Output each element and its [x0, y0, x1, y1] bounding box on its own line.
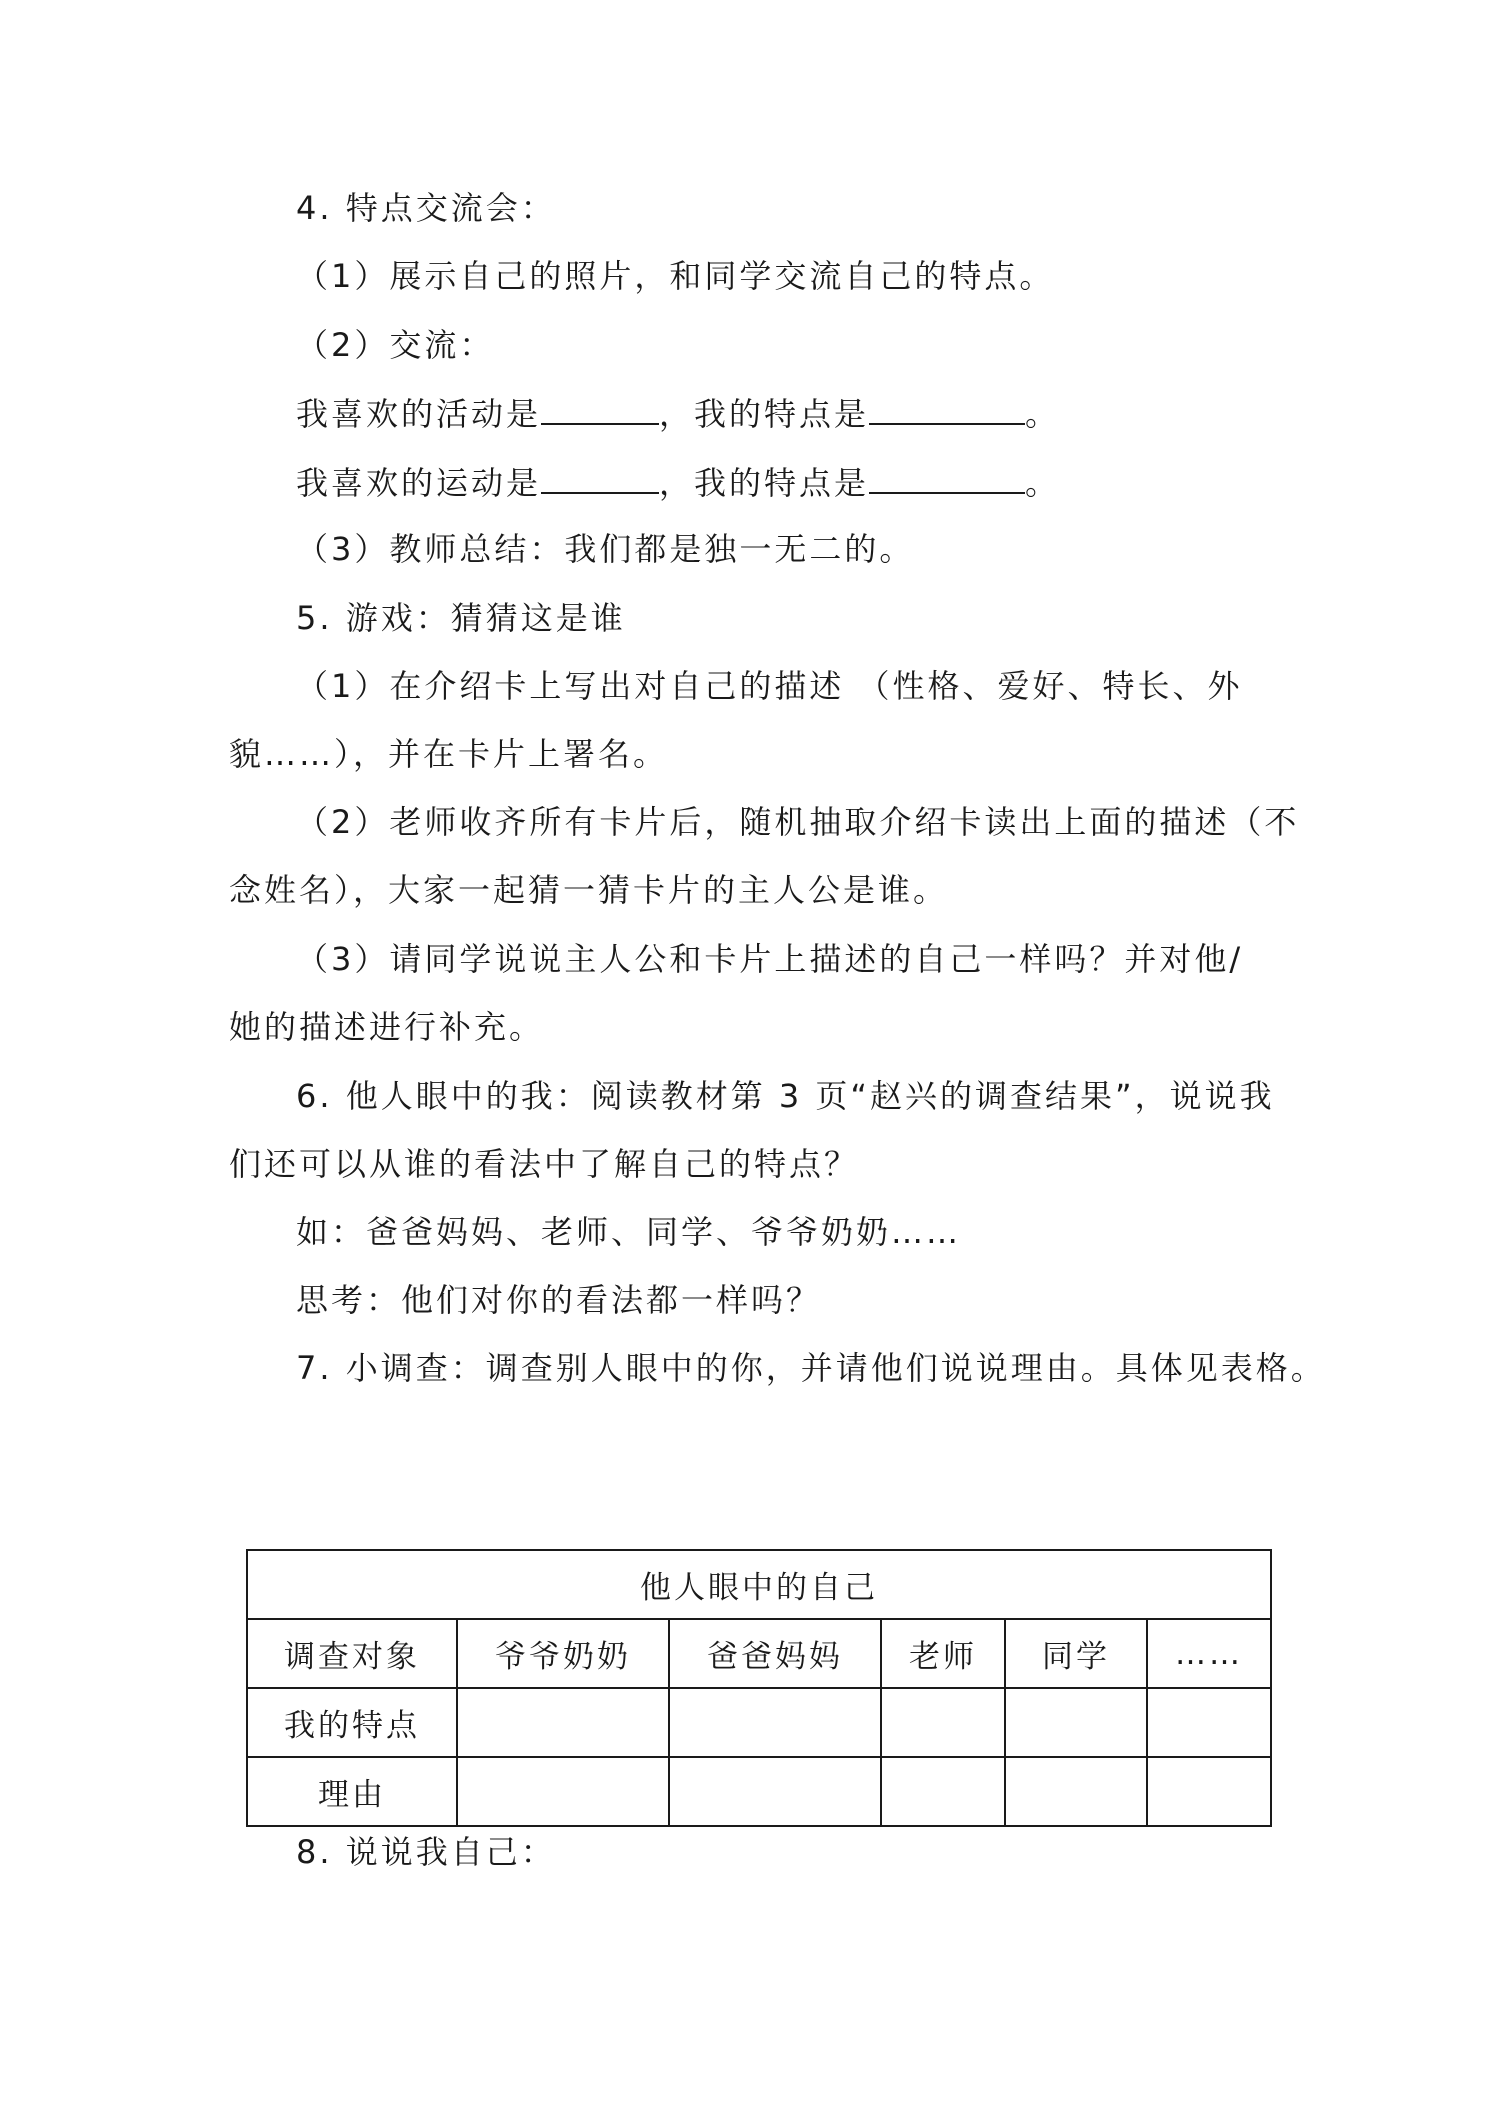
item-4-2: （2）交流：	[296, 326, 495, 364]
header-cell: 爷爷奶奶	[457, 1619, 669, 1688]
table-title-row	[247, 1550, 1271, 1619]
fill-blank[interactable]	[541, 391, 659, 425]
section-5-heading: 5. 游戏：猜猜这是谁	[296, 599, 626, 637]
fill-blank[interactable]	[869, 460, 1025, 494]
fill-prefix: 我喜欢的运动是	[296, 464, 542, 502]
table-cell[interactable]	[1147, 1757, 1271, 1826]
table-header-row	[247, 1619, 1271, 1688]
fill-line-sport	[296, 460, 1060, 505]
table-cell[interactable]	[669, 1757, 881, 1826]
fill-suffix: 。	[1025, 395, 1061, 433]
example-line: 如：爸爸妈妈、老师、同学、爷爷奶奶……	[296, 1213, 962, 1251]
table-cell[interactable]	[1147, 1688, 1271, 1757]
item-4-1: （1）展示自己的照片，和同学交流自己的特点。	[296, 257, 1055, 295]
header-cell: 老师	[881, 1619, 1005, 1688]
row-label: 理由	[247, 1757, 457, 1826]
think-line: 思考：他们对你的看法都一样吗？	[296, 1281, 822, 1319]
table-title: 他人眼中的自己	[247, 1550, 1271, 1619]
section-6-cont: 们还可以从谁的看法中了解自己的特点？	[229, 1145, 860, 1183]
item-5-2-cont: 念姓名），大家一起猜一猜卡片的主人公是谁。	[229, 871, 949, 909]
item-4-3: （3）教师总结：我们都是独一无二的。	[296, 530, 915, 568]
section-8-heading: 8. 说说我自己：	[296, 1833, 556, 1871]
table-row	[247, 1688, 1271, 1757]
section-6-heading: 6. 他人眼中的我：阅读教材第 3 页“赵兴的调查结果”，说说我	[296, 1077, 1275, 1115]
section-4-heading: 4. 特点交流会：	[296, 189, 556, 227]
table-row	[247, 1757, 1271, 1826]
table-cell[interactable]	[1005, 1688, 1147, 1757]
section-7-heading: 7. 小调查：调查别人眼中的你，并请他们说说理由。具体见表格。	[296, 1349, 1326, 1387]
fill-blank[interactable]	[541, 460, 659, 494]
fill-line-activity	[296, 391, 1060, 436]
table-cell[interactable]	[457, 1757, 669, 1826]
header-cell: 调查对象	[247, 1619, 457, 1688]
table-cell[interactable]	[669, 1688, 881, 1757]
fill-prefix: 我喜欢的活动是	[296, 395, 542, 433]
table-cell[interactable]	[457, 1688, 669, 1757]
item-5-3-cont: 她的描述进行补充。	[229, 1008, 545, 1046]
fill-middle: ，我的特点是	[659, 395, 870, 433]
item-5-3: （3）请同学说说主人公和卡片上描述的自己一样吗？并对他/	[296, 940, 1244, 978]
survey-table	[246, 1549, 1272, 1827]
header-cell: ……	[1147, 1619, 1271, 1688]
header-cell: 爸爸妈妈	[669, 1619, 881, 1688]
table-cell[interactable]	[881, 1688, 1005, 1757]
item-5-2: （2）老师收齐所有卡片后，随机抽取介绍卡读出上面的描述（不	[296, 803, 1300, 841]
fill-blank[interactable]	[869, 391, 1025, 425]
item-5-1: （1）在介绍卡上写出对自己的描述 （性格、爱好、特长、外	[296, 667, 1243, 705]
table-cell[interactable]	[881, 1757, 1005, 1826]
header-cell: 同学	[1005, 1619, 1147, 1688]
table-cell[interactable]	[1005, 1757, 1147, 1826]
row-label: 我的特点	[247, 1688, 457, 1757]
fill-middle: ，我的特点是	[659, 464, 870, 502]
fill-suffix: 。	[1025, 464, 1061, 502]
item-5-1-cont: 貌……），并在卡片上署名。	[229, 735, 669, 773]
